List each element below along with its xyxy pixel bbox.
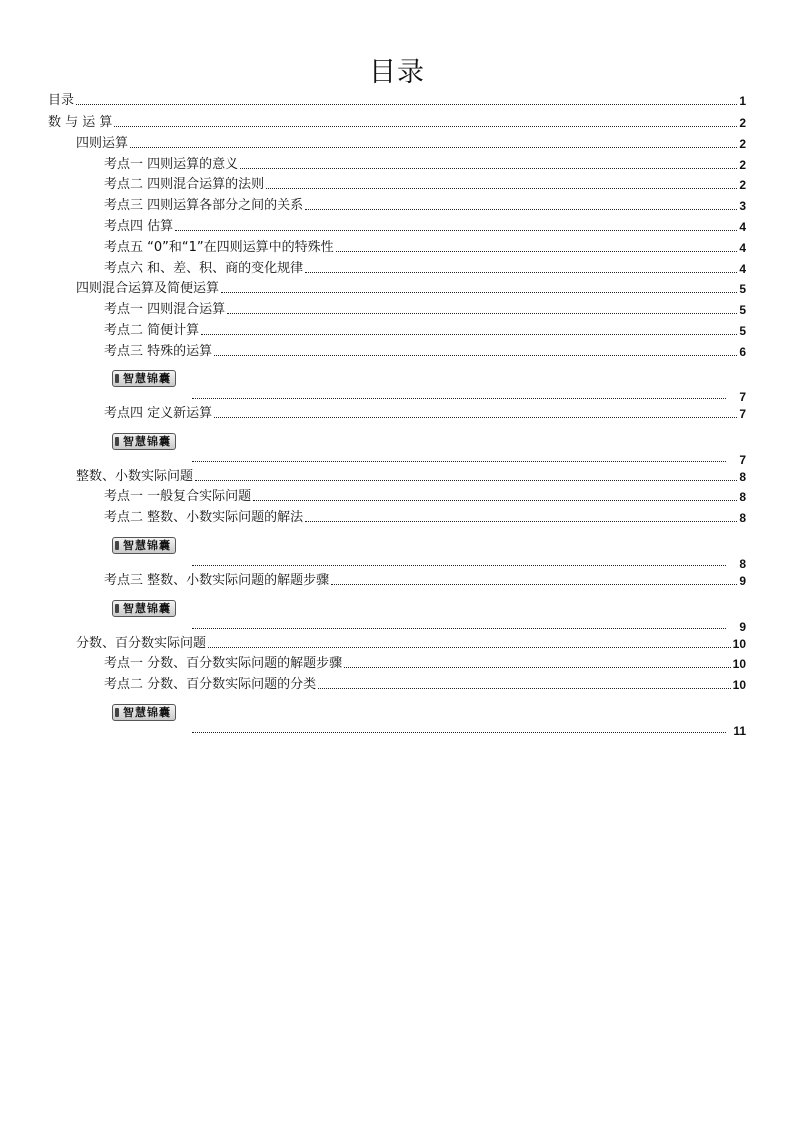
toc-entry[interactable] bbox=[76, 133, 746, 153]
dot-leader bbox=[318, 687, 731, 689]
toc-entry[interactable] bbox=[76, 278, 746, 298]
dot-leader bbox=[175, 229, 737, 231]
dot-leader bbox=[344, 666, 731, 668]
dot-leader bbox=[192, 732, 726, 733]
dot-leader bbox=[240, 167, 737, 169]
dot-leader bbox=[221, 291, 737, 293]
toc-entry-page: 7 bbox=[739, 407, 746, 421]
toc-entry-label: 目录 bbox=[48, 93, 75, 108]
toc-entry-page: 5 bbox=[739, 282, 746, 296]
toc-entry-label: 考点一 一般复合实际问题 bbox=[104, 489, 252, 504]
toc-entry[interactable] bbox=[104, 237, 746, 257]
toc-entry-page: 11 bbox=[733, 724, 746, 738]
toc-entry-label: 考点三 整数、小数实际问题的解题步骤 bbox=[104, 573, 330, 588]
toc-entry-label: 考点三 四则运算各部分之间的关系 bbox=[104, 198, 304, 213]
toc-entry-label: 数 与 运 算 bbox=[48, 115, 113, 130]
toc-entry-page: 2 bbox=[739, 158, 746, 172]
toc-entry-page: 1 bbox=[739, 94, 746, 108]
toc-entry[interactable] bbox=[104, 154, 746, 174]
toc-entry-label: 考点二 分数、百分数实际问题的分类 bbox=[104, 677, 317, 692]
dot-leader bbox=[305, 271, 737, 273]
dot-leader bbox=[331, 583, 737, 585]
dot-leader bbox=[227, 312, 737, 314]
dot-leader bbox=[253, 499, 737, 501]
dot-leader bbox=[336, 250, 738, 252]
toc-entry-page: 4 bbox=[739, 220, 746, 234]
toc-entry-label: 考点二 四则混合运算的法则 bbox=[104, 177, 265, 192]
toc-entry-label: 考点四 估算 bbox=[104, 219, 174, 234]
toc-entry-label: 分数、百分数实际问题 bbox=[76, 636, 207, 651]
wisdom-tips-badge: 智慧锦囊 bbox=[112, 370, 176, 387]
toc-entry[interactable] bbox=[104, 570, 746, 590]
toc-entry-page: 8 bbox=[739, 557, 746, 571]
toc-entry-page: 5 bbox=[739, 324, 746, 338]
toc-entry-page: 3 bbox=[739, 199, 746, 213]
dot-leader bbox=[192, 461, 726, 462]
dot-leader bbox=[192, 565, 726, 566]
toc-entry-label: 整数、小数实际问题 bbox=[76, 469, 194, 484]
wisdom-tips-badge: 智慧锦囊 bbox=[112, 433, 176, 450]
toc-entry[interactable] bbox=[112, 433, 746, 467]
toc-entry[interactable] bbox=[104, 653, 746, 673]
dot-leader bbox=[201, 333, 737, 335]
toc-entry-label: 考点一 分数、百分数实际问题的解题步骤 bbox=[104, 656, 343, 671]
toc-entry-label: 考点二 简便计算 bbox=[104, 323, 200, 338]
toc-entry[interactable] bbox=[104, 403, 746, 423]
toc-entry-page: 2 bbox=[739, 116, 746, 130]
toc-entry[interactable] bbox=[112, 537, 746, 571]
toc-entry[interactable] bbox=[76, 633, 746, 653]
dot-leader bbox=[208, 646, 731, 648]
wisdom-tips-badge: 智慧锦囊 bbox=[112, 537, 176, 554]
toc-entry-page: 10 bbox=[732, 657, 746, 671]
page-title: 目录 bbox=[369, 57, 425, 88]
dot-leader bbox=[214, 354, 737, 356]
dot-leader bbox=[195, 479, 737, 481]
toc-entry[interactable] bbox=[104, 674, 746, 694]
dot-leader bbox=[214, 416, 737, 418]
dot-leader bbox=[130, 146, 737, 148]
toc-entry[interactable] bbox=[104, 174, 746, 194]
toc-entry[interactable] bbox=[104, 320, 746, 340]
dot-leader bbox=[305, 520, 737, 522]
toc-entry[interactable] bbox=[48, 112, 746, 132]
toc-entry-page: 8 bbox=[739, 490, 746, 504]
dot-leader bbox=[114, 125, 737, 127]
toc-entry-page: 6 bbox=[739, 345, 746, 359]
toc-entry-page: 8 bbox=[739, 470, 746, 484]
dot-leader bbox=[305, 208, 737, 210]
toc-entry[interactable] bbox=[112, 704, 746, 738]
toc-entry-page: 9 bbox=[739, 574, 746, 588]
wisdom-tips-badge: 智慧锦囊 bbox=[112, 600, 176, 617]
toc-entry[interactable] bbox=[112, 370, 746, 404]
toc-entry-label: 考点六 和、差、积、商的变化规律 bbox=[104, 261, 304, 276]
wisdom-tips-badge: 智慧锦囊 bbox=[112, 704, 176, 721]
toc-entry[interactable] bbox=[104, 507, 746, 527]
toc-entry-page: 2 bbox=[739, 178, 746, 192]
toc-entry[interactable] bbox=[104, 195, 746, 215]
toc-entry[interactable] bbox=[104, 258, 746, 278]
toc-entry-page: 7 bbox=[739, 453, 746, 467]
toc-entry-label: 考点四 定义新运算 bbox=[104, 406, 213, 421]
toc-entry[interactable] bbox=[104, 216, 746, 236]
toc-entry-page: 4 bbox=[739, 262, 746, 276]
toc-entry-page: 4 bbox=[739, 241, 746, 255]
toc-entry-label: 考点二 整数、小数实际问题的解法 bbox=[104, 510, 304, 525]
toc-entry[interactable] bbox=[48, 90, 746, 110]
toc-entry-page: 10 bbox=[732, 678, 746, 692]
toc-entry[interactable] bbox=[112, 600, 746, 634]
toc-entry-label: 四则运算 bbox=[76, 136, 129, 151]
toc-entry[interactable] bbox=[104, 299, 746, 319]
dot-leader bbox=[76, 103, 737, 105]
toc-entry-page: 5 bbox=[739, 303, 746, 317]
toc-entry-page: 9 bbox=[739, 620, 746, 634]
toc-entry-label: 考点一 四则混合运算 bbox=[104, 302, 226, 317]
dot-leader bbox=[192, 398, 726, 399]
toc-entry[interactable] bbox=[104, 486, 746, 506]
toc-entry-page: 2 bbox=[739, 137, 746, 151]
toc-entry[interactable] bbox=[104, 341, 746, 361]
dot-leader bbox=[266, 187, 737, 189]
dot-leader bbox=[192, 628, 726, 629]
toc-entry[interactable] bbox=[76, 466, 746, 486]
toc-entry-label: 考点一 四则运算的意义 bbox=[104, 157, 239, 172]
toc-entry-page: 10 bbox=[732, 637, 746, 651]
toc-entry-label: 考点五 “0”和“1”在四则运算中的特殊性 bbox=[104, 240, 334, 255]
toc-entry-page: 8 bbox=[739, 511, 746, 525]
toc-entry-label: 考点三 特殊的运算 bbox=[104, 344, 213, 359]
toc-entry-label: 四则混合运算及简便运算 bbox=[76, 281, 220, 296]
toc-entry-page: 7 bbox=[739, 390, 746, 404]
